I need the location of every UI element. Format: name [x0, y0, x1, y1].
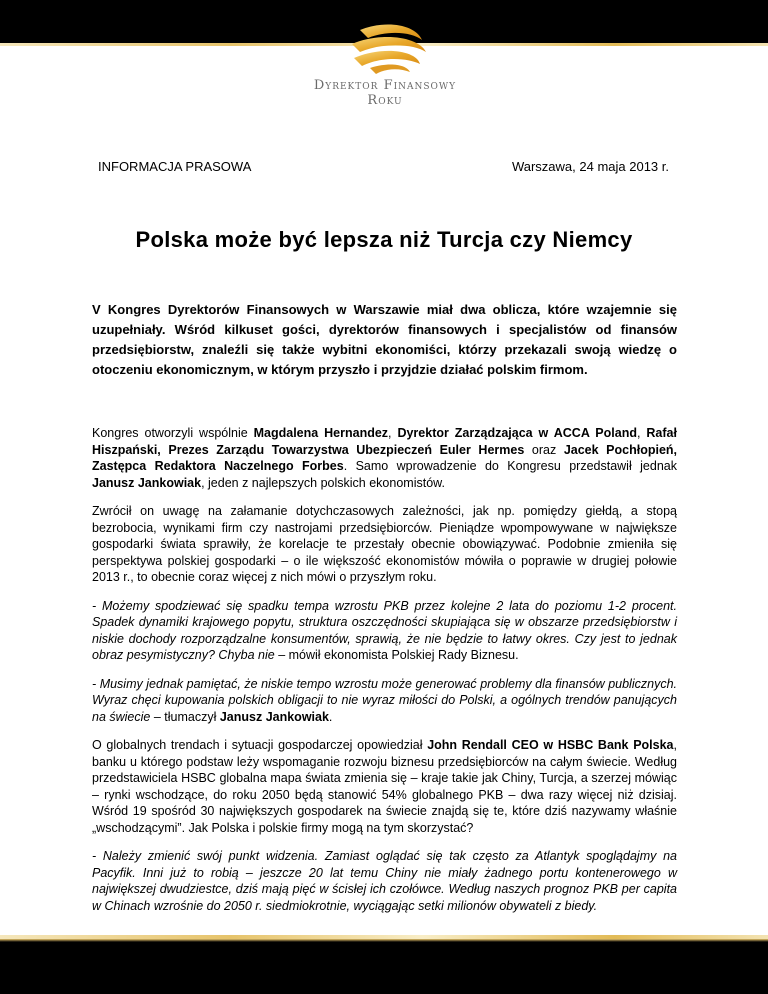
paragraph-5 [92, 737, 677, 836]
p5-bold-1: John Rendall CEO w HSBC Bank Polska [427, 738, 674, 752]
p3-quote: - Możemy spodziewać się spadku tempa wzrostu PKB przez kolejne 2 lata do poziomu 1-2 procent. Spadek dynamiki krajowego popytu, struktura oszczędności skupiająca się w obszarze przedsiębiorstw i niskie dochody rozporządzalne konsumentów, sprawią, że nie będzie to łatwy okres. Czy jest to jednak obraz pesymistyczny? Chyba nie [92, 598, 677, 662]
p5-text-1: O globalnych trendach i sytuacji gospodarczej opowiedział [92, 738, 428, 752]
article-body [92, 300, 677, 926]
p1-text-6: , jeden z najlepszych polskich ekonomistów. [201, 475, 445, 490]
paragraph-4 [92, 676, 677, 726]
p4-bold-1: Janusz Jankowiak [219, 709, 329, 724]
p1-text-3: , [636, 426, 647, 440]
p1-text-1: Kongres otworzyli wspólnie [92, 426, 254, 440]
p1-text-5: . Samo wprowadzenie do Kongresu przedstawił jednak [343, 459, 677, 473]
p1-bold-1: Magdalena Hernandez [253, 426, 389, 440]
p1-bold-2: Dyrektor Zarządzająca w ACCA Poland [397, 426, 637, 440]
p4-text-1: – tłumaczył [150, 709, 220, 724]
p3-text-1: – mówił ekonomista Polskiej Rady Biznesu. [274, 648, 519, 662]
p1-text-4: oraz [524, 442, 564, 457]
p4-text-2: . [328, 709, 333, 724]
p1-bold-3: Rafał Hiszpański, Prezes Zarządu Towarzystwa Ubezpieczeń Euler Hermes [92, 426, 677, 457]
paragraph-2: Zwrócił on uwagę na załamanie dotychczasowych zależności, jak np. pomiędzy giełdą, a stopą bezrobocia, wynikami firm czy nastrojami przedsiębiorców. Pieniądze wpompowywane w największe gospodarki świata sprawiły, że korelacje te przestały obecnie obowiązywać. Podobnie zmieniła się perspektywa polskiej gospodarki – o ile większość ekonomistów mówiła o poprawie w drugiej połowie 2013 r., to obecnie coraz więcej z nich mówi o przyszłym roku. [92, 504, 677, 584]
logo-line-1: Dyrektor Finansowy [313, 78, 457, 93]
date-line: Warszawa, 24 maja 2013 r. [511, 159, 669, 174]
p1-bold-5: Janusz Jankowiak [92, 475, 202, 490]
p5-text-2: , banku u którego podstaw leży wspomaganie rozwoju biznesu przedsiębiorców na całym świecie. Według przedstawiciela HSBC globalna mapa świata zmienia się – kraje takie jak Chiny, Turcja, a szerzej mówiąc – rynki wschodzące, do roku 2050 będą stanowić 54% globalnego PKB – dwa razy więcej niż dzisiaj. Wśród 19 spośród 30 największych gospodarek na świecie znajdą się te, które dziś nazywamy właśnie „wschodzącymi”. Jak Polska i polskie firmy mogą na tym skorzystać? [92, 738, 677, 835]
lead-paragraph: V Kongres Dyrektorów Finansowych w Warszawie miał dwa oblicza, które wzajemnie się uzupełniały. Wśród kilkuset gości, dyrektorów finansowych i specjalistów od finansów przedsiębiorstw, znaleźli się także wybitni ekonomiści, którzy przekazali swoją wiedzę o otoczeniu ekonomicznym, w którym przyszło i przyjdzie działać polskim firmom. [92, 302, 677, 377]
p6-quote: - Należy zmienić swój punkt widzenia. Zamiast oglądać się tak często za Atlantyk spoglądajmy na Pacyfik. Inni już to robią – jeszcze 20 lat temu Chiny nie miały żadnego portu kontenerowego w największej dwudziestce, dziś mają pięć w ścisłej ich czołówce. Według naszych prognoz PKB per capita w Chinach wzrośnie do 2050 r. siedmiokrotnie, wyciągając setki milionów obywateli z biedy. [92, 849, 677, 913]
logo-ribbon-icon [330, 18, 440, 76]
bottom-banner [0, 935, 768, 994]
p1-text-2: , [388, 426, 398, 440]
bottom-gold-fade [0, 939, 768, 942]
p1-bold-4: Jacek Pochłopień, Zastępca Redaktora Naczelnego Forbes [92, 442, 678, 473]
paragraph-6 [92, 848, 677, 914]
press-release-label: INFORMACJA PRASOWA [98, 159, 252, 174]
logo-line-2: Roku [367, 93, 403, 108]
logo [290, 18, 480, 108]
paragraph-1 [92, 425, 677, 491]
paragraph-3 [92, 598, 677, 664]
p4-quote: - Musimy jednak pamiętać, że niskie tempo wzrostu może generować problemy dla finansów publicznych. Wyraz chęci kupowania polskich obligacji to nie wyraz miłości do Polski, a ogólnych trendów panujących na świecie [92, 676, 677, 724]
page-title: Polska może być lepsza niż Turcja czy Niemcy [135, 227, 633, 252]
